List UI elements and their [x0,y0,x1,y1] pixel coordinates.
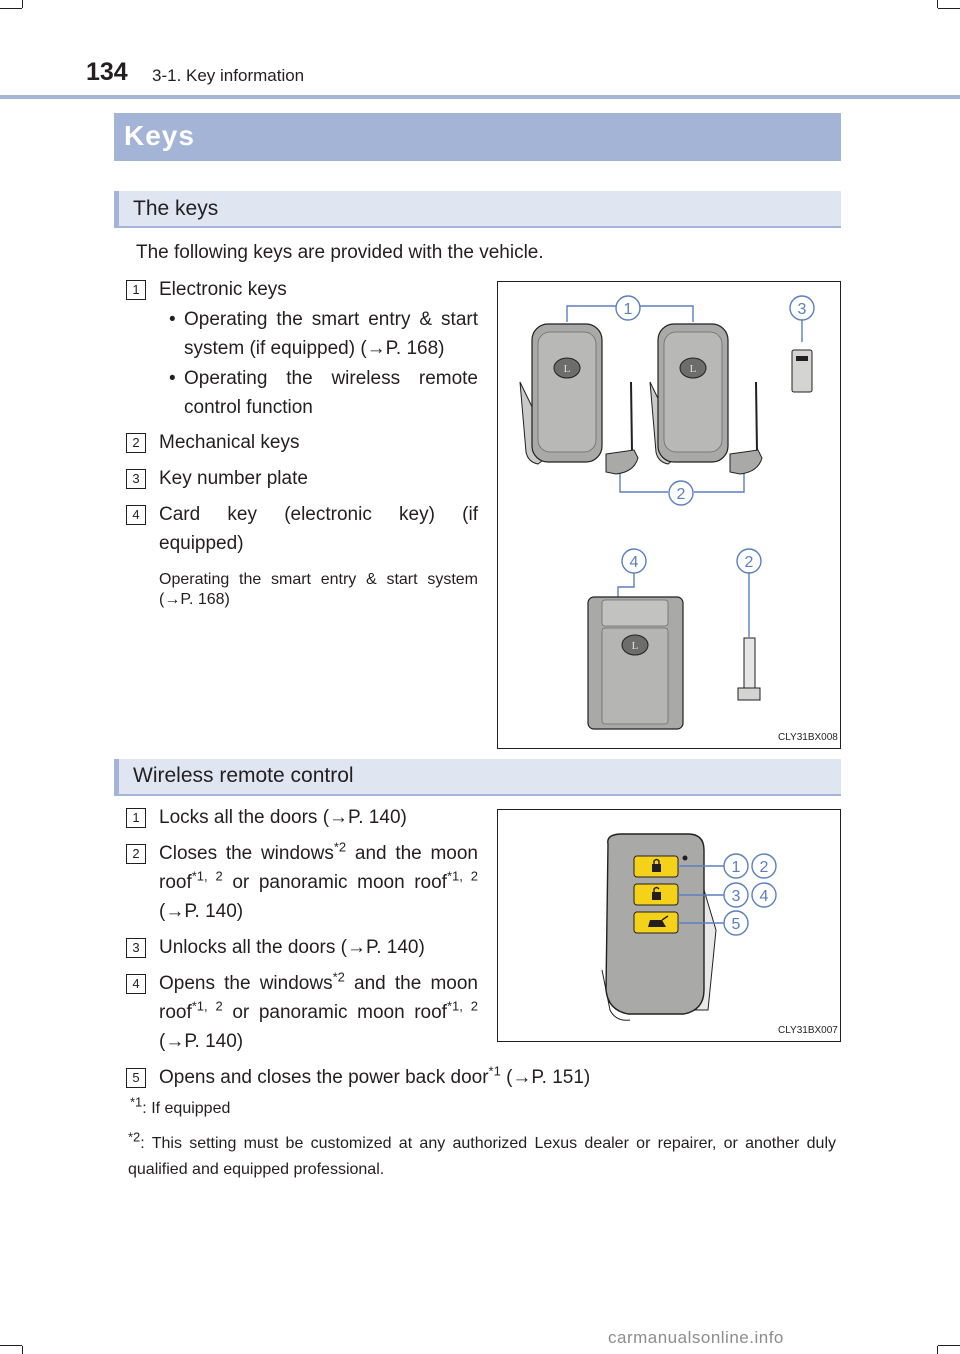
crop-mark [938,8,960,9]
callout-label: 3 [797,301,807,318]
electronic-key-icon [520,324,638,474]
footnote-ref: *1 [488,1063,501,1079]
callout-label: 5 [731,916,741,933]
crop-mark [0,8,22,9]
item-number-badge: 2 [126,433,146,453]
item-electronic-keys: Electronic keys [159,279,287,300]
keys-illustration [497,281,841,749]
footnote-mark: *2 [128,1129,141,1145]
item-open-windows [159,969,478,1056]
svg-text:L: L [563,363,571,375]
bullet-dot: • [169,309,176,330]
crop-mark [937,1346,938,1354]
item-number-badge: 1 [126,808,146,828]
item-text-part: or panoramic moon roof [222,872,447,893]
footnote-text: : If equipped [142,1100,231,1117]
unlock-button-icon [634,884,678,905]
keys-drawing [498,282,840,748]
crop-mark [22,1346,23,1354]
card-mechanical-key-icon [738,638,760,700]
card-key-icon [588,597,683,729]
callout-label: 2 [676,486,686,503]
page-number: 134 [86,58,128,86]
callout-label: 2 [744,554,754,571]
item-text-part: and the moon roof [159,973,478,1023]
footnote-ref: *1, 2 [191,998,223,1014]
callout-label: 3 [731,888,741,905]
crop-mark [0,1345,22,1346]
crop-mark [22,0,23,8]
item-text-part: and the moon roof [159,843,478,893]
item-lock-doors: Locks all the doors (→P. 140) [159,807,407,828]
item-number-badge: 5 [126,1068,146,1088]
item-text-part: Closes the windows [159,843,334,864]
footnote-ref: *2 [332,969,345,985]
power-back-door-button-icon [634,912,678,933]
item-text-part: (→P. 151) [500,1067,591,1088]
lock-button-icon [634,856,678,877]
remote-drawing [498,810,840,1041]
item-text-part: Opens the windows [159,973,333,994]
electronic-key-icon [650,324,762,474]
item-text-part: or panoramic moon roof [222,1002,447,1023]
footnote-ref: *1, 2 [191,868,223,884]
main-title-band [114,113,841,161]
watermark: carmanualsonline.info [608,1328,784,1347]
callout-label: 1 [731,859,741,876]
figure-code: CLY31BX007 [778,1025,838,1036]
remote-illustration [497,809,841,1042]
page-title: Keys [124,120,195,151]
item-text-part: (→P. 140) [159,1031,244,1052]
svg-text:L: L [631,640,639,652]
section-title-wireless: Wireless remote control [133,764,354,787]
bullet-dot: • [169,368,176,389]
item-number-badge: 2 [126,844,146,864]
footnote-2 [128,1131,836,1183]
item-number-badge: 4 [126,974,146,994]
item-power-back-door [159,1063,590,1092]
figure-code: CLY31BX008 [778,732,838,743]
footnote-text: : This setting must be customized at any authorized Lexus dealer or repairer, or another duly qualified and equipped professional. [128,1135,836,1178]
header-rule [0,95,960,99]
bullet-smart-entry: Operating the smart entry & start system (if equipped) (→P. 168) [184,309,478,359]
svg-text:L: L [689,363,697,375]
item-text-part: Opens and closes the power back door [159,1067,489,1088]
section-reference: 3-1. Key information [152,66,305,85]
section-title-keys: The keys [133,197,219,220]
footnote-ref: *1, 2 [446,868,478,884]
callout-label: 4 [629,554,639,571]
item-number-badge: 3 [126,469,146,489]
footnote-ref: *2 [333,839,347,855]
crop-mark [938,1345,960,1346]
footnote-1 [130,1094,231,1120]
item-unlock-doors: Unlocks all the doors (→P. 140) [159,937,425,958]
item-mechanical-keys: Mechanical keys [159,432,300,453]
item-card-key: Card key (electronic key) (if equipped) [159,504,478,554]
section-band-keys [114,191,841,228]
item-key-number-plate: Key number plate [159,468,308,489]
footnote-ref: *1, 2 [446,998,478,1014]
crop-mark [937,0,938,8]
footnote-mark: *1 [130,1094,143,1110]
callout-label: 4 [759,888,769,905]
keys-intro: The following keys are provided with the vehicle. [136,242,544,263]
callout-label: 1 [623,301,633,318]
item-number-badge: 4 [126,505,146,525]
callout-label: 2 [759,859,769,876]
bullet-wireless-remote: Operating the wireless remote control function [184,368,478,418]
item-text-part: (→P. 140) [159,901,244,922]
item-number-badge: 1 [126,280,146,300]
item-number-badge: 3 [126,938,146,958]
card-key-note: Operating the smart entry & start system (→P. 168) [159,571,478,608]
key-number-plate-icon [792,350,812,392]
item-close-windows [159,839,478,926]
